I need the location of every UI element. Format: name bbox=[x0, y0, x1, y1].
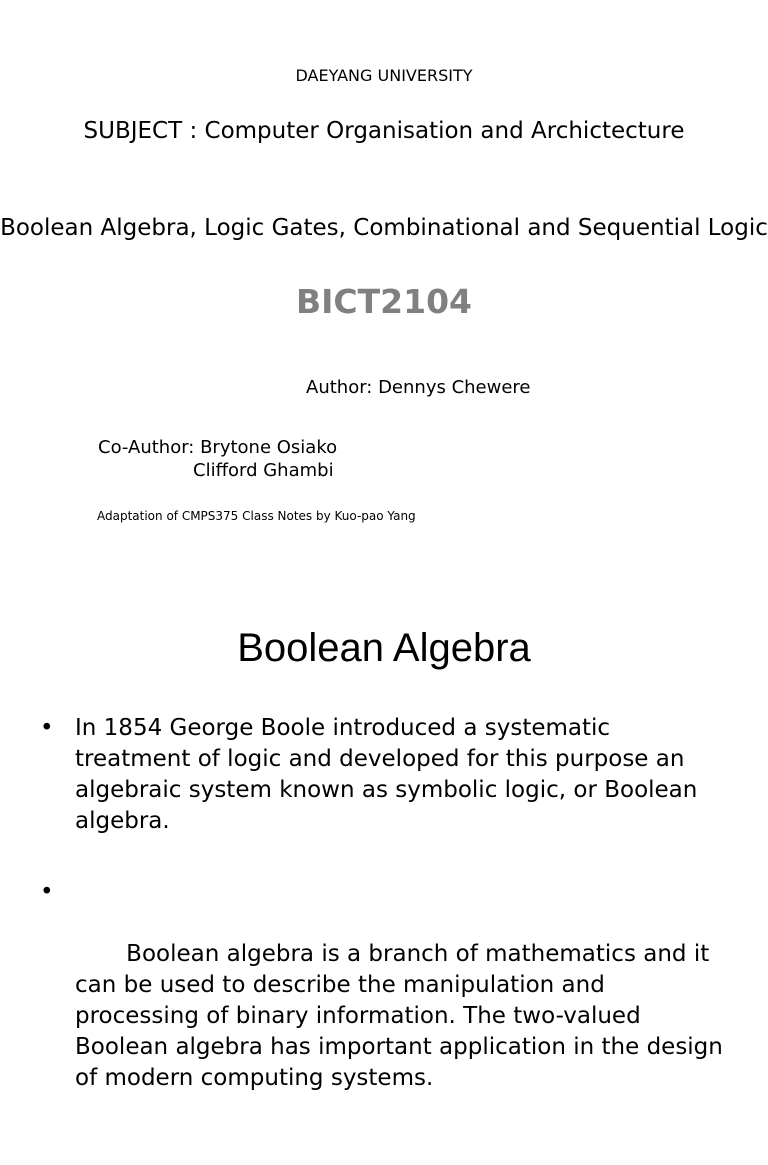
university-name: DAEYANG UNIVERSITY bbox=[295, 66, 473, 85]
subject-title: SUBJECT : Computer Organisation and Archictecture bbox=[83, 118, 685, 144]
coauthor-line-2: Clifford Ghambi bbox=[193, 460, 334, 481]
course-code: BICT2104 bbox=[295, 282, 472, 321]
slide-title: Boolean Algebra bbox=[237, 626, 531, 670]
bullet-text: In 1854 George Boole introduced a systematic treatment of logic and developed for this purpose an algebraic system known as symbolic logic, or Boolean algebra. bbox=[75, 715, 698, 834]
bullet-list bbox=[40, 713, 730, 1165]
adaptation-note: Adaptation of CMPS375 Class Notes by Kuo-pao Yang bbox=[97, 509, 416, 523]
bullet-text: Boolean algebra is a branch of mathematics and it can be used to describe the manipulation and processing of binary information. The two-valued Boolean algebra has important application in the design of modern computing systems. bbox=[75, 941, 731, 1091]
bullet-item bbox=[40, 713, 730, 837]
bullet-item bbox=[40, 877, 730, 1125]
bullet-icon: • bbox=[40, 715, 54, 741]
author-line: Author: Dennys Chewere bbox=[306, 377, 531, 398]
coauthor-line: Co-Author: Brytone Osiako bbox=[98, 437, 338, 458]
topic-title: Boolean Algebra, Logic Gates, Combinational and Sequential Logic bbox=[0, 215, 768, 241]
bullet-icon: • bbox=[40, 879, 54, 905]
title-slide bbox=[0, 0, 768, 560]
boolean-algebra-slide bbox=[0, 560, 768, 1091]
